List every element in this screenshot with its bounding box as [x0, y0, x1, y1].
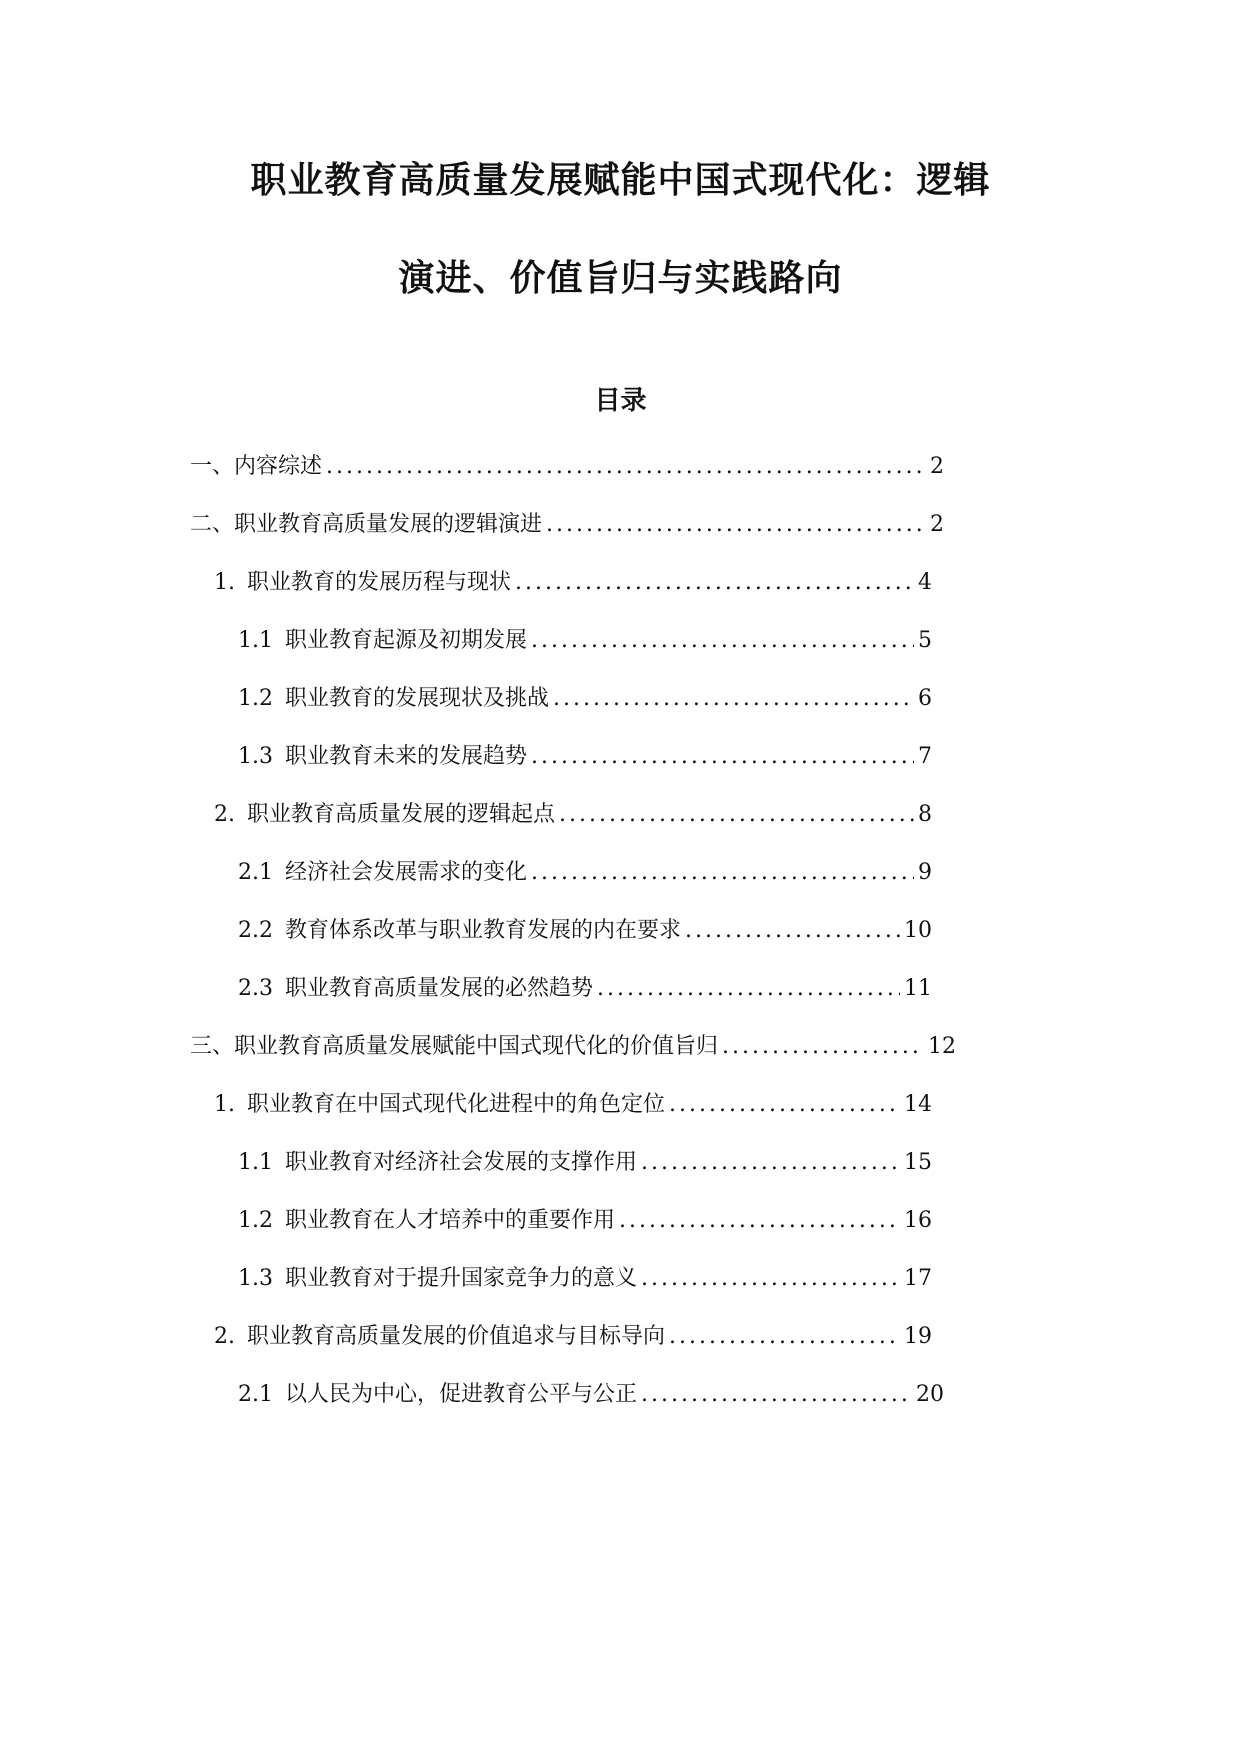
toc-entry[interactable]: [238, 855, 932, 891]
toc-page-number: 20: [916, 1382, 944, 1407]
toc-entry[interactable]: [238, 623, 932, 659]
toc-entry-text: 职业教育未来的发展趋势: [285, 744, 528, 769]
toc-entry[interactable]: [214, 1087, 932, 1123]
toc-page-number: 2: [930, 512, 944, 537]
toc-leader-dots: [515, 565, 914, 601]
toc-page-number: 9: [918, 860, 932, 885]
toc-leader-dots: [619, 1203, 900, 1239]
toc-page-number: 10: [904, 918, 932, 943]
toc-page-number: 12: [928, 1034, 956, 1059]
toc-entry[interactable]: [214, 797, 932, 833]
toc-leader-dots: [531, 855, 914, 891]
toc-page-number: 4: [918, 570, 932, 595]
toc-page-number: 16: [904, 1208, 932, 1233]
toc-entry-text: 职业教育在人才培养中的重要作用: [285, 1208, 616, 1233]
toc-leader-dots: [669, 1087, 900, 1123]
toc-entry-number: 2.1: [238, 1382, 273, 1407]
toc-page-number: 15: [904, 1150, 932, 1175]
toc-leader-dots: [531, 623, 914, 659]
toc-page-number: 14: [904, 1092, 932, 1117]
toc-page-number: 11: [904, 976, 932, 1001]
document-title-line-2: 演进、价值旨归与实践路向: [398, 258, 843, 299]
toc-entry[interactable]: [214, 1319, 932, 1355]
toc-entry[interactable]: [214, 565, 932, 601]
toc-leader-dots: [597, 971, 900, 1007]
toc-leader-dots: [685, 913, 900, 949]
document-title-line-1: 职业教育高质量发展赋能中国式现代化：逻辑: [250, 160, 991, 201]
toc-entry[interactable]: [238, 1203, 932, 1239]
toc-entry[interactable]: [238, 1377, 944, 1413]
toc-leader-dots: [559, 797, 914, 833]
toc-leader-dots: [641, 1261, 900, 1297]
toc-entry-number: 1.1: [238, 628, 273, 653]
toc-entry[interactable]: [238, 971, 932, 1007]
toc-entry-text: 以人民为中心，促进教育公平与公正: [285, 1382, 638, 1407]
toc-page-number: 8: [918, 802, 932, 827]
toc-entry-text: 一、内容综述: [190, 454, 323, 479]
toc-leader-dots: [531, 739, 914, 775]
toc-entry[interactable]: [238, 681, 932, 717]
toc-entry-number: 1.3: [238, 1266, 273, 1291]
toc-leader-dots: [553, 681, 914, 717]
toc-entry[interactable]: [190, 449, 944, 485]
toc-entry-number: 2.1: [238, 860, 273, 885]
toc-entry-text: 二、职业教育高质量发展的逻辑演进: [190, 512, 543, 537]
toc-entry-text: 职业教育对经济社会发展的支撑作用: [285, 1150, 638, 1175]
toc-entry-number: 1.2: [238, 1208, 273, 1233]
toc-entry-text: 职业教育高质量发展的逻辑起点: [247, 802, 556, 827]
toc-entry-text: 职业教育的发展现状及挑战: [285, 686, 550, 711]
toc-entry-text: 职业教育在中国式现代化进程中的角色定位: [247, 1092, 666, 1117]
toc-entry[interactable]: [190, 1029, 956, 1065]
toc-leader-dots: [722, 1029, 924, 1065]
toc-entry-number: 1.2: [238, 686, 273, 711]
toc-entry-number: 2.3: [238, 976, 273, 1001]
toc-entry[interactable]: [238, 739, 932, 775]
toc-page-number: 2: [930, 454, 944, 479]
toc-leader-dots: [669, 1319, 900, 1355]
toc-entry-text: 职业教育起源及初期发展: [285, 628, 528, 653]
toc-entry-number: 2.2: [238, 918, 273, 943]
toc-entry-number: 1.1: [238, 1150, 273, 1175]
toc-leader-dots: [641, 1377, 912, 1413]
toc-leader-dots: [326, 449, 926, 485]
toc-page-number: 5: [918, 628, 932, 653]
toc-entry[interactable]: [190, 507, 944, 543]
toc-entry-number: 2.: [214, 1324, 235, 1349]
toc-leader-dots: [641, 1145, 900, 1181]
toc-page-number: 7: [918, 744, 932, 769]
toc-entry[interactable]: [238, 1261, 932, 1297]
toc-entry[interactable]: [238, 913, 932, 949]
toc-page-number: 19: [904, 1324, 932, 1349]
toc-entry-text: 职业教育高质量发展的必然趋势: [285, 976, 594, 1001]
toc-entry-text: 职业教育对于提升国家竞争力的意义: [285, 1266, 638, 1291]
toc-leader-dots: [546, 507, 926, 543]
toc-entry-number: 1.: [214, 570, 235, 595]
toc-entry-text: 职业教育的发展历程与现状: [247, 570, 512, 595]
toc-entry-text: 经济社会发展需求的变化: [285, 860, 528, 885]
toc-entry-number: 1.3: [238, 744, 273, 769]
toc-entry-number: 2.: [214, 802, 235, 827]
toc-entry[interactable]: [238, 1145, 932, 1181]
toc-page-number: 17: [904, 1266, 932, 1291]
toc-entry-text: 教育体系改革与职业教育发展的内在要求: [285, 918, 682, 943]
toc-heading: 目录: [594, 386, 647, 416]
toc-entry-text: 职业教育高质量发展的价值追求与目标导向: [247, 1324, 666, 1349]
toc-page-number: 6: [918, 686, 932, 711]
toc-entry-text: 三、职业教育高质量发展赋能中国式现代化的价值旨归: [190, 1034, 719, 1059]
toc-entry-number: 1.: [214, 1092, 235, 1117]
